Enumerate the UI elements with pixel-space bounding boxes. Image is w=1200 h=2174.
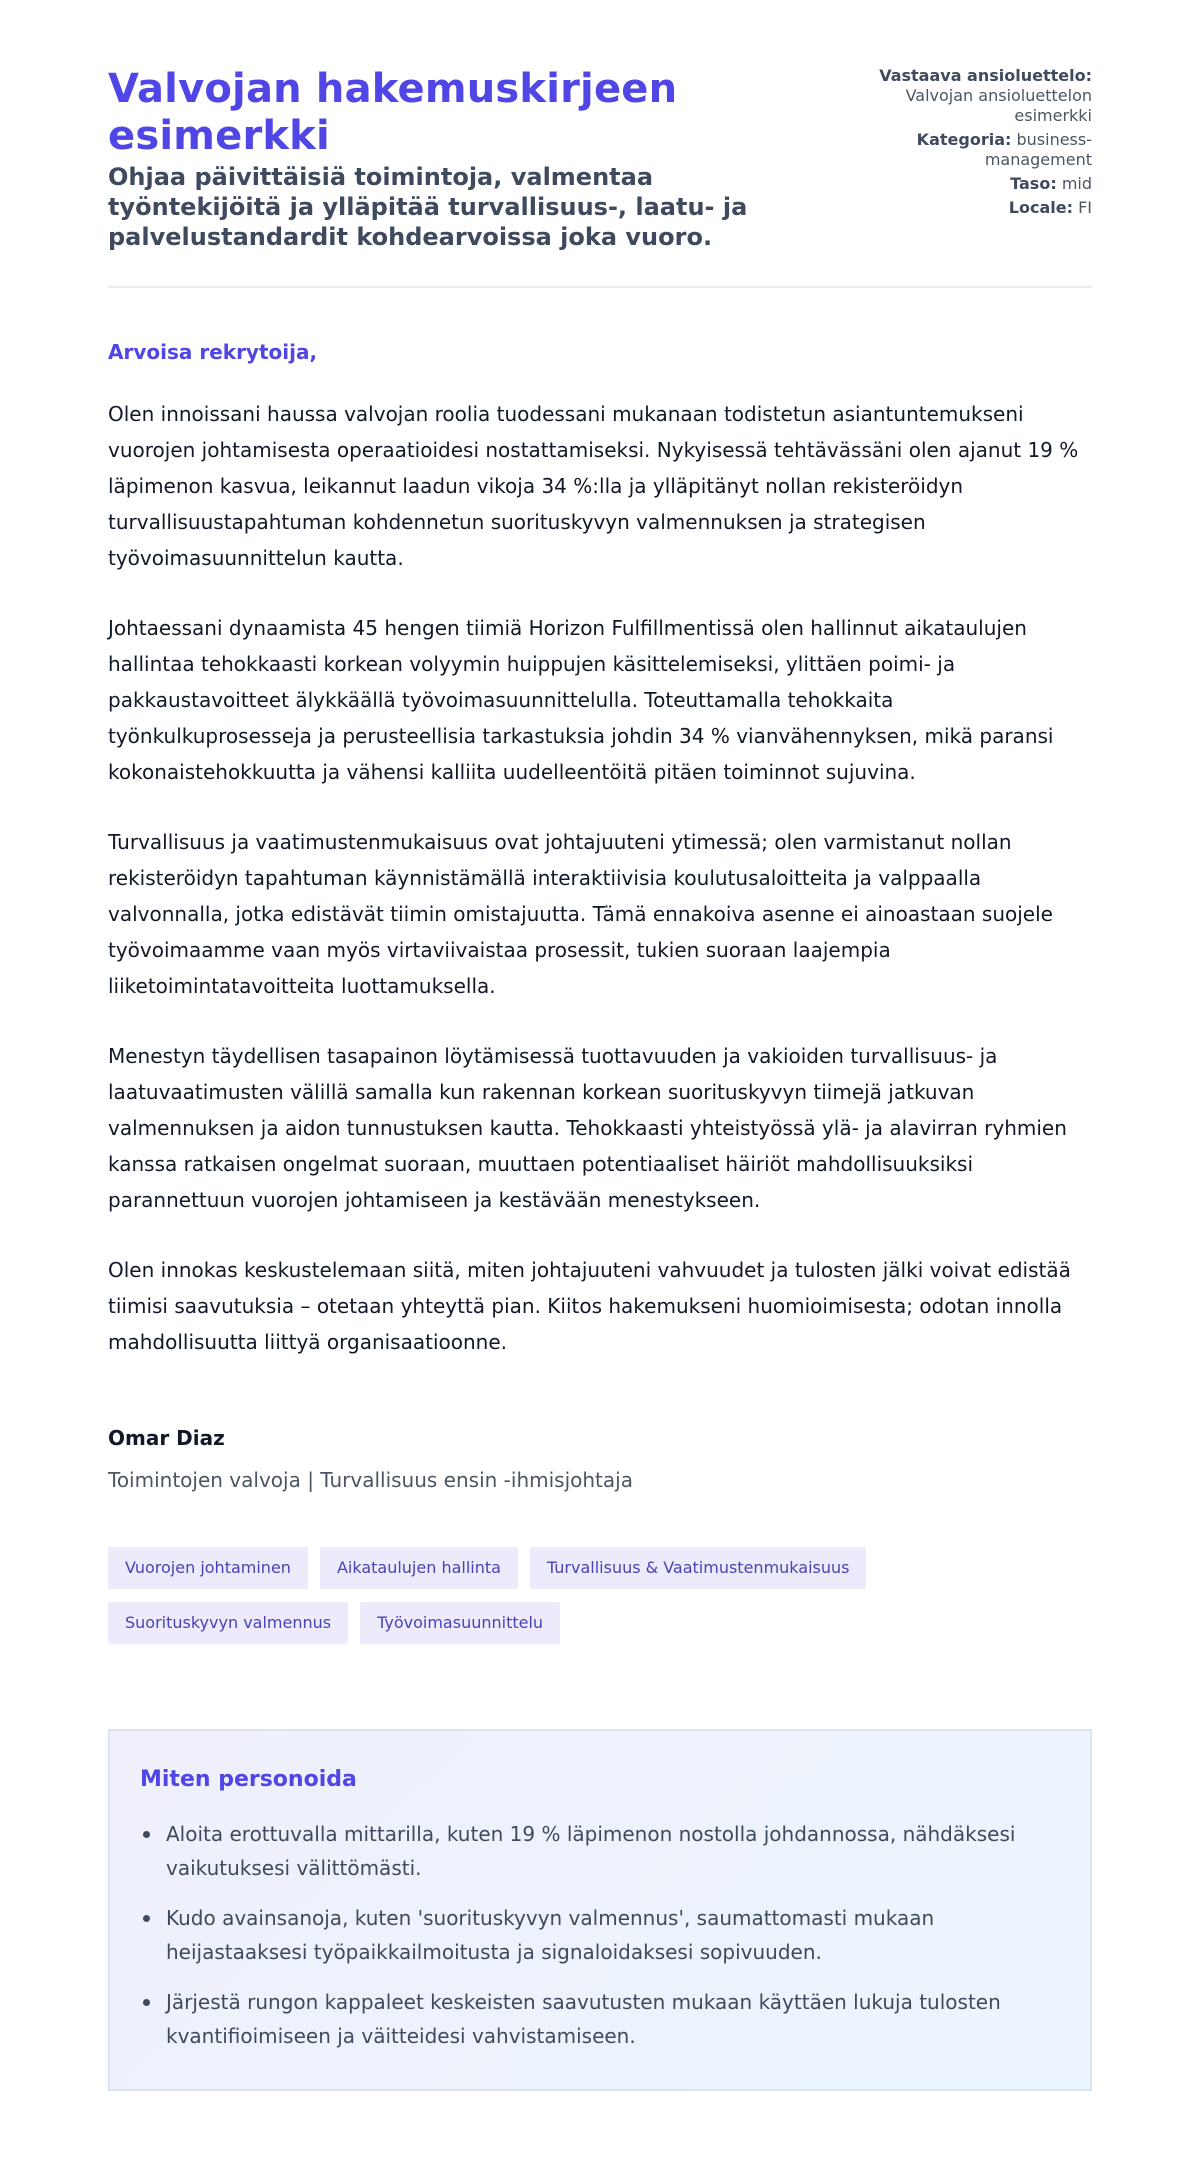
page-title: Valvojan hakemuskirjeen esimerkki (108, 66, 678, 159)
meta-locale-value: FI (1078, 198, 1092, 217)
skill-tag: Suorituskyvyn valmennus (108, 1602, 348, 1644)
tip-item (140, 1901, 1060, 1969)
meta-level-label: Taso: (1010, 174, 1057, 193)
meta-related-resume-label: Vastaava ansioluettelo: (879, 66, 1092, 85)
page-subtitle: Ohjaa päivittäisiä toimintoja, valmentaa työntekijöitä ja ylläpitää turvallisuus-, laatu- ja palvelustandardit kohdearvoissa joka vuoro. (108, 163, 748, 251)
page-header (108, 66, 1092, 288)
meta-category-value: business-management (984, 130, 1092, 169)
letter-greeting: Arvoisa rekrytoija, (108, 340, 318, 364)
tip-text: Kudo avainsanoja, kuten 'suorituskyvyn valmennus', saumattomasti mukaan heijastaaksesi työpaikkailmoitusta ja signaloidaksesi sopivuuden. (166, 1906, 935, 1964)
meta-locale-label: Locale: (1008, 198, 1073, 217)
header-title-block (108, 66, 808, 252)
meta-category-label: Kategoria: (916, 130, 1012, 149)
meta-locale (872, 198, 1092, 218)
meta-related-resume (872, 66, 1092, 126)
letter-paragraph: Olen innoissani haussa valvojan roolia tuodessani mukanaan todistetun asiantuntemukseni vuorojen johtamisesta operaatioidesi nostattamiseksi. Nykyisessä tehtävässäni olen ajanut 19 % läpimenon kasvua, leikannut laadun vikoja 34 %:lla ja ylläpitänyt nollan rekisteröidyn turvallisuustapahtuman kohdennetun suorituskyvyn valmennuksen ja strategisen työvoimasuunnittelun kautta. (108, 402, 1079, 570)
skill-tag: Vuorojen johtaminen (108, 1547, 308, 1589)
meta-level (872, 174, 1092, 194)
tip-text: Järjestä rungon kappaleet keskeisten saavutusten mukaan käyttäen lukuja tulosten kvantifioimiseen ja väitteidesi vahvistamiseen. (166, 1990, 1001, 2048)
letter-paragraph: Menestyn täydellisen tasapainon löytämisessä tuottavuuden ja vakioiden turvallisuus- ja laatuvaatimusten välillä samalla kun rakennan korkean suorituskyvyn tiimejä jatkuvan valmennuksen ja aidon tunnustuksen kautta. Tehokkaasti yhteistyössä ylä- ja alavirran ryhmien kanssa ratkaisen ongelmat suoraan, muuttaen potentiaaliset häiriöt mahdollisuuksiksi parannettuun vuorojen johtamiseen ja kestävään menestykseen. (108, 1044, 1067, 1212)
skill-tags (108, 1547, 988, 1644)
letter-body (108, 338, 1092, 1360)
skill-tag: Turvallisuus & Vaatimustenmukaisuus (530, 1547, 867, 1589)
meta-level-value: mid (1061, 174, 1092, 193)
skill-tag: Aikataulujen hallinta (320, 1547, 518, 1589)
tip-text: Aloita erottuvalla mittarilla, kuten 19 % läpimenon nostolla johdannossa, nähdäksesi vaikutuksesi välittömästi. (166, 1822, 1016, 1880)
bullet-icon (143, 1915, 150, 1922)
tip-item (140, 1817, 1060, 1885)
signature-title: Toimintojen valvoja | Turvallisuus ensin -ihmisjohtaja (108, 1468, 633, 1492)
meta-related-resume-value: Valvojan ansioluettelon esimerkki (905, 86, 1092, 125)
tips-title: Miten personoida (140, 1767, 357, 1792)
letter-paragraph: Turvallisuus ja vaatimustenmukaisuus ovat johtajuuteni ytimessä; olen varmistanut nollan rekisteröidyn tapahtuman käynnistämällä interaktiivisia koulutusaloitteita ja valppaalla valvonnalla, jotka edistävät tiimin omistajuutta. Tämä ennakoiva asenne ei ainoastaan suojele työvoimaamme vaan myös virtaviivaistaa prosessit, tukien suoraan laajempia liiketoimintatavoitteita luottamuksella. (108, 830, 1053, 998)
meta-category (872, 130, 1092, 170)
bullet-icon (143, 1999, 150, 2006)
meta-panel (872, 66, 1092, 222)
signature-block (108, 1424, 1092, 1494)
tip-item (140, 1985, 1060, 2053)
letter-paragraph: Johtaessani dynaamista 45 hengen tiimiä Horizon Fulfillmentissä olen hallinnut aikataulujen hallintaa tehokkaasti korkean volyymin huippujen käsittelemiseksi, ylittäen poimi- ja pakkaustavoitteet älykkäällä työvoimasuunnittelulla. Toteuttamalla tehokkaita työnkulkuprosesseja ja perusteellisia tarkastuksia johdin 34 % vianvähennyksen, mikä paransi kokonaistehokkuutta ja vähensi kalliita uudelleentöitä pitäen toiminnot sujuvina. (108, 616, 1054, 784)
bullet-icon (143, 1831, 150, 1838)
letter-paragraph: Olen innokas keskustelemaan siitä, miten johtajuuteni vahvuudet ja tulosten jälki voivat edistää tiimisi saavutuksia – otetaan yhteyttä pian. Kiitos hakemukseni huomioimisesta; odotan innolla mahdollisuutta liittyä organisaatioonne. (108, 1258, 1071, 1354)
personalization-tips-box (108, 1729, 1092, 2091)
signature-name: Omar Diaz (108, 1426, 225, 1450)
tips-list (140, 1817, 1060, 2053)
skill-tag: Työvoimasuunnittelu (360, 1602, 560, 1644)
